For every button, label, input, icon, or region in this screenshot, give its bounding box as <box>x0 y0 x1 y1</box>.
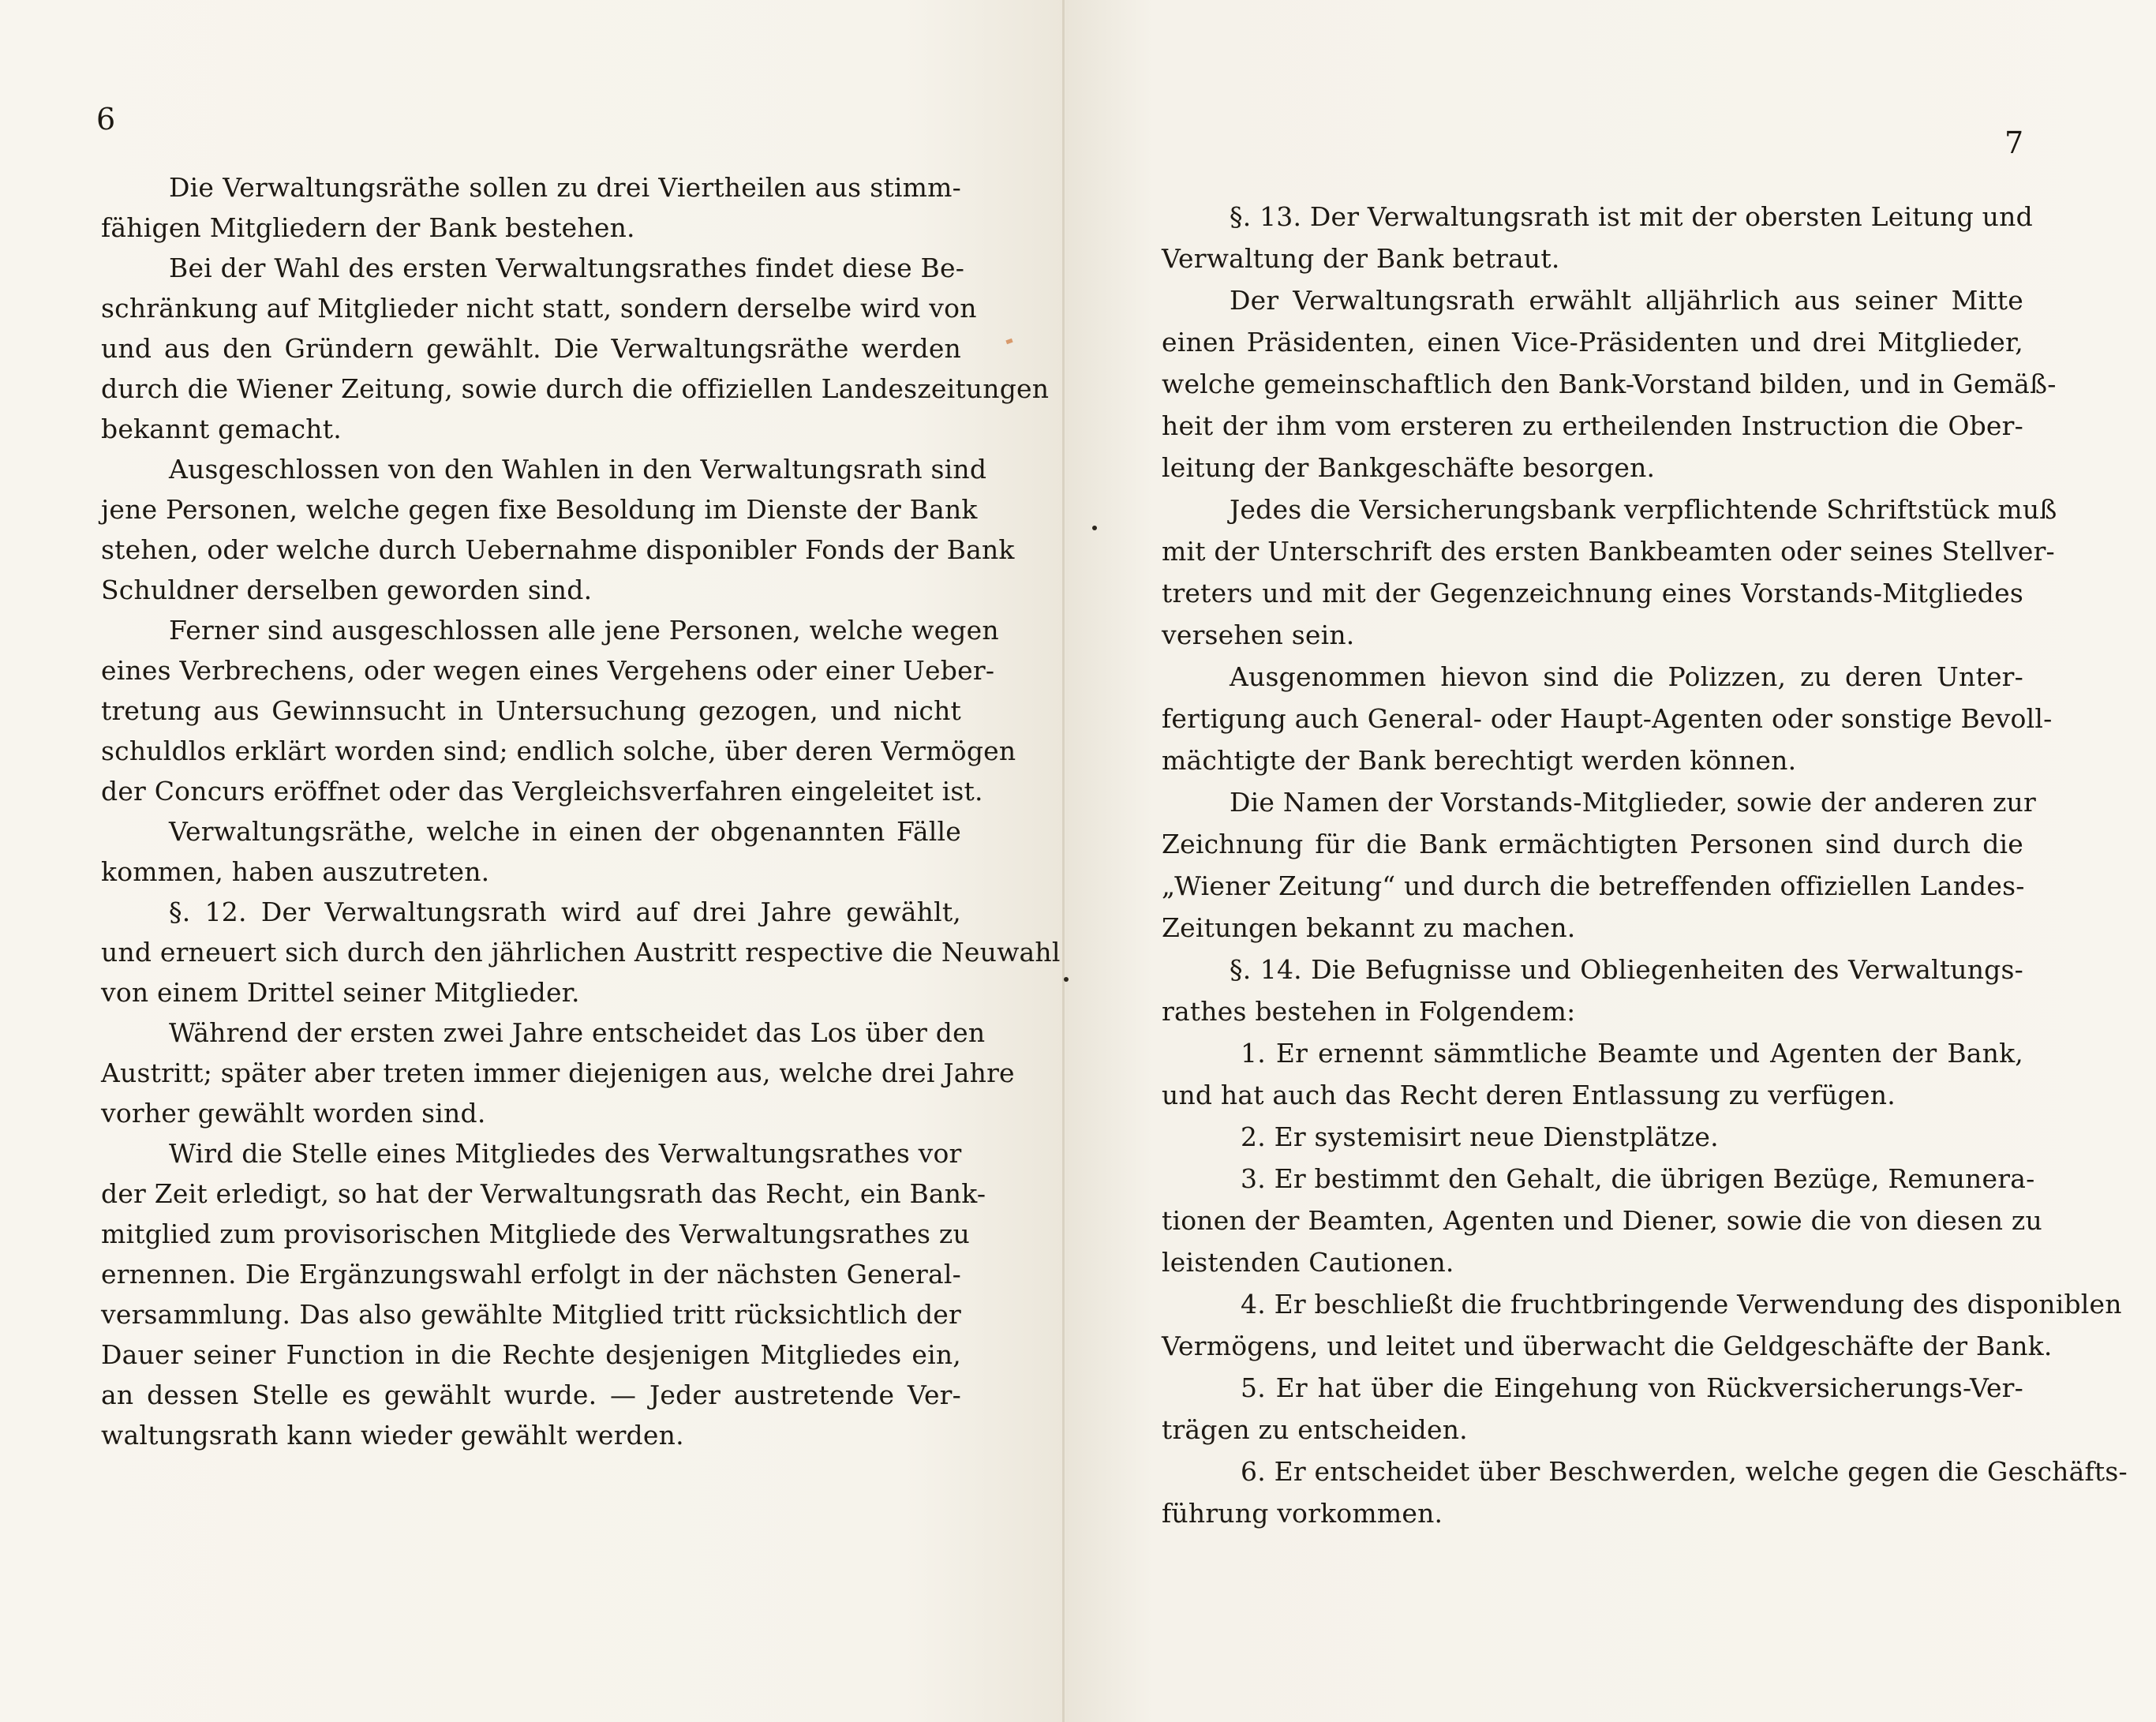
text-line: durch die Wiener Zeitung, sowie durch die offiziellen Landeszeitungen <box>101 373 1050 404</box>
text-line: Ausgenommen hievon sind die Polizzen, zu deren Unter- <box>1230 661 2023 692</box>
text-line: fertigung auch General- oder Haupt-Agenten oder sonstige Bevoll- <box>1162 703 2053 734</box>
text-line: Verwaltung der Bank betraut. <box>1162 243 1560 274</box>
text-line: Der Verwaltungsrath erwählt alljährlich aus seiner Mitte <box>1230 285 2023 316</box>
text-line: 5. Er hat über die Eingehung von Rückversicherungs-Ver- <box>1241 1372 2023 1403</box>
text-line: von einem Drittel seiner Mitglieder. <box>101 977 580 1008</box>
text-line: der Concurs eröffnet oder das Vergleichsverfahren eingeleitet ist. <box>101 776 983 807</box>
text-line: der Zeit erledigt, so hat der Verwaltungsrath das Recht, ein Bank- <box>101 1178 986 1209</box>
text-line: mit der Unterschrift des ersten Bankbeamten oder seines Stellver- <box>1162 536 2055 567</box>
text-line: eines Verbrechens, oder wegen eines Vergehens oder einer Ueber- <box>101 655 995 686</box>
text-line: 6. Er entscheidet über Beschwerden, welche gegen die Geschäfts- <box>1241 1456 2128 1487</box>
text-line: Die Verwaltungsräthe sollen zu drei Viertheilen aus stimm- <box>169 172 961 203</box>
text-line: „Wiener Zeitung“ und durch die betreffenden offiziellen Landes- <box>1162 870 2025 901</box>
text-line: Während der ersten zwei Jahre entscheidet das Los über den <box>169 1017 986 1048</box>
text-line: 4. Er beschließt die fruchtbringende Verwendung des disponiblen <box>1241 1289 2122 1320</box>
text-line: Verwaltungsräthe, welche in einen der obgenannten Fälle <box>169 816 961 847</box>
text-line: und erneuert sich durch den jährlichen Austritt respective die Neuwahl <box>101 937 1061 968</box>
text-line: mächtigte der Bank berechtigt werden können. <box>1162 745 1797 776</box>
text-line: leitung der Bankgeschäfte besorgen. <box>1162 452 1656 483</box>
text-line: trägen zu entscheiden. <box>1162 1414 1468 1445</box>
text-line: vorher gewählt worden sind. <box>101 1098 486 1129</box>
page-number: 6 <box>96 102 116 137</box>
text-line: tionen der Beamten, Agenten und Diener, sowie die von diesen zu <box>1162 1205 2042 1236</box>
text-line: schränkung auf Mitglieder nicht statt, sondern derselbe wird von <box>101 293 977 324</box>
text-line: §. 12. Der Verwaltungsrath wird auf drei Jahre gewählt, <box>169 897 961 927</box>
text-line: Ausgeschlossen von den Wahlen in den Verwaltungsrath sind <box>169 454 987 485</box>
text-line: 2. Er systemisirt neue Dienstplätze. <box>1241 1121 1719 1152</box>
text-line: stehen, oder welche durch Uebernahme disponibler Fonds der Bank <box>101 534 1015 565</box>
text-line: einen Präsidenten, einen Vice-Präsidenten und drei Mitglieder, <box>1162 327 2023 358</box>
text-line: mitglied zum provisorischen Mitgliede des Verwaltungsrathes zu <box>101 1219 970 1249</box>
paper-stain <box>1005 339 1012 344</box>
text-line: heit der ihm vom ersteren zu ertheilenden Instruction die Ober- <box>1162 410 2023 441</box>
text-line: Schuldner derselben geworden sind. <box>101 575 593 605</box>
text-line: bekannt gemacht. <box>101 414 342 444</box>
text-line: ernennen. Die Ergänzungswahl erfolgt in der nächsten General- <box>101 1259 961 1290</box>
text-line: treters und mit der Gegenzeichnung eines Vorstands-Mitgliedes <box>1162 578 2023 608</box>
text-line: Wird die Stelle eines Mitgliedes des Verwaltungsrathes vor <box>169 1138 962 1169</box>
text-line: schuldlos erklärt worden sind; endlich solche, über deren Vermögen <box>101 736 1016 766</box>
text-line: Vermögens, und leitet und überwacht die Geldgeschäfte der Bank. <box>1162 1331 2053 1361</box>
text-line: rathes bestehen in Folgendem: <box>1162 996 1576 1027</box>
text-line: Zeichnung für die Bank ermächtigten Personen sind durch die <box>1162 829 2023 859</box>
left-page-text <box>101 167 1061 1455</box>
text-line: jene Personen, welche gegen fixe Besoldung im Dienste der Bank <box>101 494 978 525</box>
text-line: an dessen Stelle es gewählt wurde. — Jeder austretende Ver- <box>101 1379 961 1410</box>
text-line: kommen, haben auszutreten. <box>101 856 490 887</box>
text-line: fähigen Mitgliedern der Bank bestehen. <box>101 212 635 243</box>
text-line: und aus den Gründern gewählt. Die Verwaltungsräthe werden <box>101 333 961 364</box>
text-line: Zeitungen bekannt zu machen. <box>1162 912 1576 943</box>
text-line: tretung aus Gewinnsucht in Untersuchung gezogen, und nicht <box>101 695 961 726</box>
text-line: welche gemeinschaftlich den Bank-Vorstand bilden, und in Gemäß- <box>1162 369 2057 399</box>
text-line: §. 13. Der Verwaltungsrath ist mit der obersten Leitung und <box>1230 201 2033 232</box>
ink-dot <box>1064 977 1069 982</box>
text-line: Austritt; später aber treten immer diejenigen aus, welche drei Jahre <box>101 1058 1015 1088</box>
book-gutter <box>1062 0 1065 1722</box>
text-line: Bei der Wahl des ersten Verwaltungsrathes findet diese Be- <box>169 253 965 283</box>
text-line: versammlung. Das also gewählte Mitglied tritt rücksichtlich der <box>101 1299 961 1330</box>
text-line: Dauer seiner Function in die Rechte desjenigen Mitgliedes ein, <box>101 1339 961 1370</box>
text-line: versehen sein. <box>1162 620 1355 650</box>
text-line: leistenden Cautionen. <box>1162 1247 1454 1278</box>
text-line: waltungsrath kann wieder gewählt werden. <box>101 1420 684 1451</box>
left-page <box>0 0 1065 1722</box>
text-line: und hat auch das Recht deren Entlassung zu verfügen. <box>1162 1080 1896 1110</box>
page-number: 7 <box>2004 125 2024 160</box>
text-line: 3. Er bestimmt den Gehalt, die übrigen Bezüge, Remunera- <box>1241 1163 2035 1194</box>
right-page-text <box>1162 196 2128 1534</box>
text-line: §. 14. Die Befugnisse und Obliegenheiten des Verwaltungs- <box>1230 954 2023 985</box>
text-line: führung vorkommen. <box>1162 1498 1443 1529</box>
text-line: Jedes die Versicherungsbank verpflichtende Schriftstück muß <box>1230 494 2057 525</box>
text-line: Ferner sind ausgeschlossen alle jene Personen, welche wegen <box>169 615 999 646</box>
ink-dot <box>1092 526 1097 530</box>
text-line: 1. Er ernennt sämmtliche Beamte und Agenten der Bank, <box>1241 1038 2023 1069</box>
text-line: Die Namen der Vorstands-Mitglieder, sowie der anderen zur <box>1230 787 2036 818</box>
